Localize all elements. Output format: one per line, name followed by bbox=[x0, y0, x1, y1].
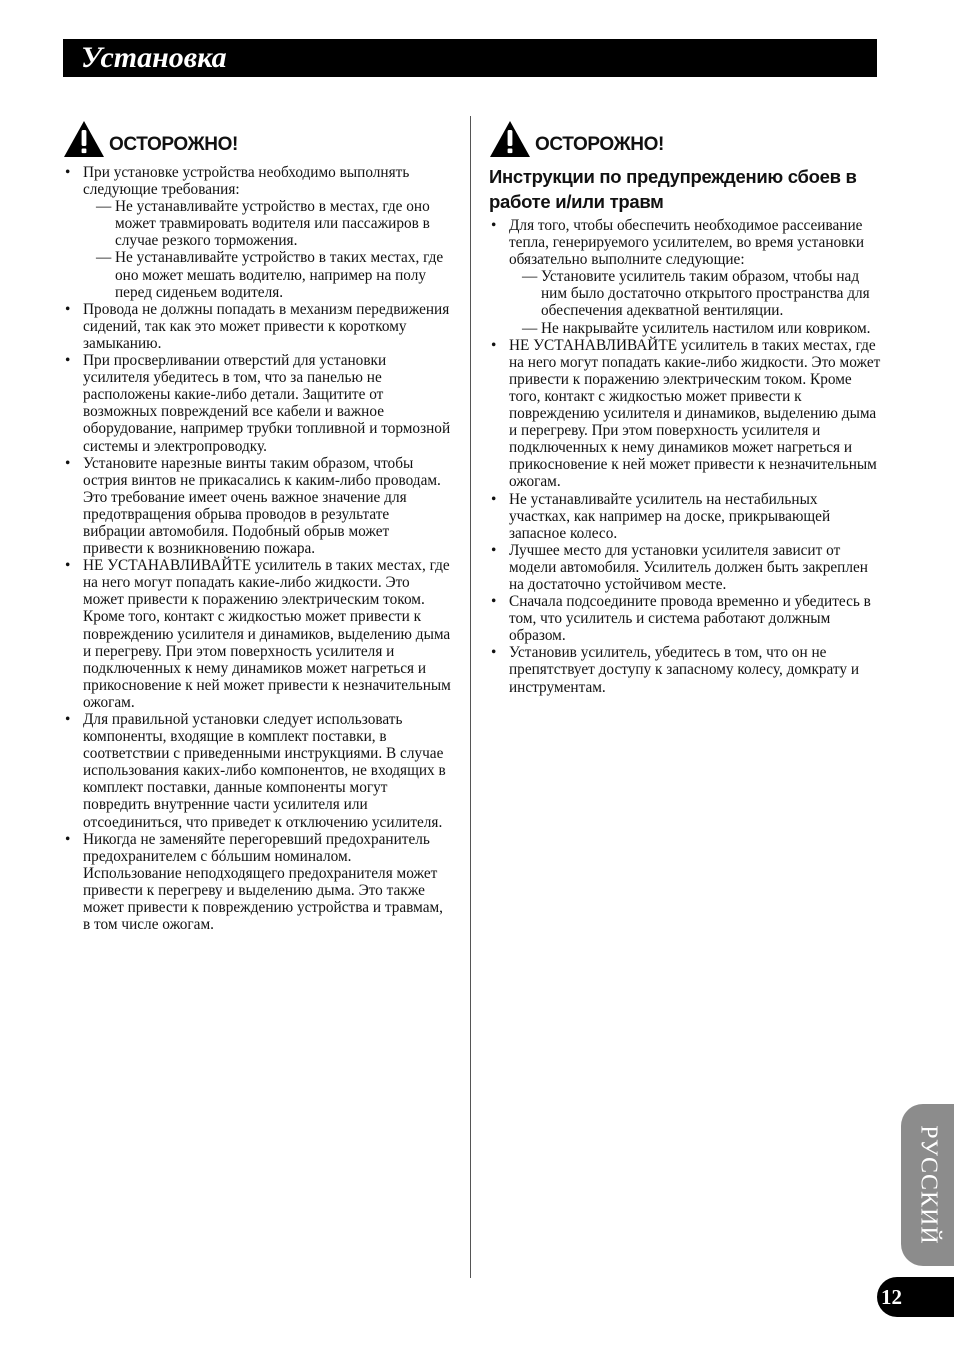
sub-list-item: — Не накрывайте усилитель настилом или ковриком. bbox=[509, 320, 881, 337]
caution-header-left bbox=[63, 118, 453, 158]
sub-list-item: — Не устанавливайте устройство в местах, где оно может травмировать водителя или пассажиров в случае резкого торможения. bbox=[83, 198, 453, 249]
sub-list bbox=[83, 198, 453, 301]
list-item: • Сначала подсоедините провода временно и убедитесь в том, что усилитель и система работают должным образом. bbox=[489, 593, 881, 644]
list-item: • Не устанавливайте усилитель на нестабильных участках, как например на доске, прикрывающей запасное колесо. bbox=[489, 491, 881, 542]
list-item: • НЕ УСТАНАВЛИВАЙТЕ усилитель в таких местах, где на него могут попадать какие-либо жидкости. Это может привести к поражению электрическим током. Кроме того, контакт с жидкостью может привести к повреждению усилителя и динамиков, выделению дыма и перегреву. При этом поверхность усилителя и подключенных к нему динамиков может нагреться и прикосновение к ней может привести к незначительным ожогам. bbox=[63, 557, 453, 711]
caution-list-left bbox=[63, 164, 453, 933]
page-title: Установка bbox=[81, 41, 227, 74]
caution-label: ОСТОРОЖНО! bbox=[109, 134, 238, 155]
caution-list-right bbox=[489, 217, 881, 696]
language-tab-label: РУССКИЙ bbox=[915, 1125, 941, 1245]
list-item: • Для правильной установки следует использовать компоненты, входящие в комплект поставки, в соответствии с приведенными инструкциями. В случае использования каких-либо компонентов, не входящих в комплект поставки, данные компоненты могут повредить внутренние части усилителя или отсоединиться, что приведет к отключению усилителя. bbox=[63, 711, 453, 831]
column-divider bbox=[470, 116, 471, 1278]
list-item: • Никогда не заменяйте перегоревший предохранитель предохранителем с бóльшим номиналом. Использование неподходящего предохранителя может привести к перегреву и выделению дыма. Это также может привести к повреждению устройства и травмам, в том числе ожогам. bbox=[63, 831, 453, 934]
list-item: • Провода не должны попадать в механизм передвижения сидений, так как это может привести к короткому замыканию. bbox=[63, 301, 453, 352]
list-item bbox=[489, 217, 881, 337]
warning-triangle-icon bbox=[63, 120, 105, 158]
caution-label: ОСТОРОЖНО! bbox=[535, 134, 664, 155]
caution-header-right bbox=[489, 118, 881, 158]
sub-list bbox=[509, 268, 881, 336]
title-bar bbox=[63, 39, 877, 77]
right-column bbox=[489, 118, 881, 696]
page-number: 12 bbox=[881, 1285, 902, 1309]
warning-triangle-icon bbox=[489, 120, 531, 158]
list-item: • Установив усилитель, убедитесь в том, что он не препятствует доступу к запасному колесу, домкрату и инструментам. bbox=[489, 644, 881, 695]
sub-list-item: — Установите усилитель таким образом, чтобы над ним было достаточно открытого пространства для обеспечения адекватной вентиляции. bbox=[509, 268, 881, 319]
section-heading: Инструкции по предупреждению сбоев в работе и/или травм bbox=[489, 166, 857, 212]
left-column bbox=[63, 118, 453, 933]
language-tab bbox=[901, 1104, 954, 1266]
list-item: • При просверливании отверстий для установки усилителя убедитесь в том, что за панелью не расположены какие-либо детали. Защитите от возможных повреждений все кабели и важное оборудование, например трубки топливной и тормозной системы и электропроводку. bbox=[63, 352, 453, 455]
list-item-text: Для того, чтобы обеспечить необходимое рассеивание тепла, генерируемого усилителем, во время установки обязательно выполните следующие: bbox=[509, 217, 865, 269]
list-item-text: При установке устройства необходимо выполнять следующие требования: bbox=[83, 164, 410, 199]
list-item: • Лучшее место для установки усилителя зависит от модели автомобиля. Усилитель должен быть закреплен на достаточно устойчивом месте. bbox=[489, 542, 881, 593]
list-item: • Установите нарезные винты таким образом, чтобы острия винтов не прикасались к каким-либо проводам. Это требование имеет очень важное значение для предотвращения обрыва проводов в результате вибрации автомобиля. Подобный обрыв может привести к возникновению пожара. bbox=[63, 455, 453, 558]
list-item: • НЕ УСТАНАВЛИВАЙТЕ усилитель в таких местах, где на него могут попадать какие-либо жидкости. Это может привести к поражению электрическим током. Кроме того, контакт с жидкостью может привести к повреждению усилителя и динамиков, выделению дыма и перегреву. При этом поверхность усилителя и подключенных к нему динамиков может нагреться и прикосновение к ней может привести к незначительным ожогам. bbox=[489, 337, 881, 491]
list-item bbox=[63, 164, 453, 301]
page-number-tab bbox=[877, 1277, 954, 1317]
sub-list-item: — Не устанавливайте устройство в таких местах, где оно может мешать водителю, например на полу перед сиденьем водителя. bbox=[83, 249, 453, 300]
